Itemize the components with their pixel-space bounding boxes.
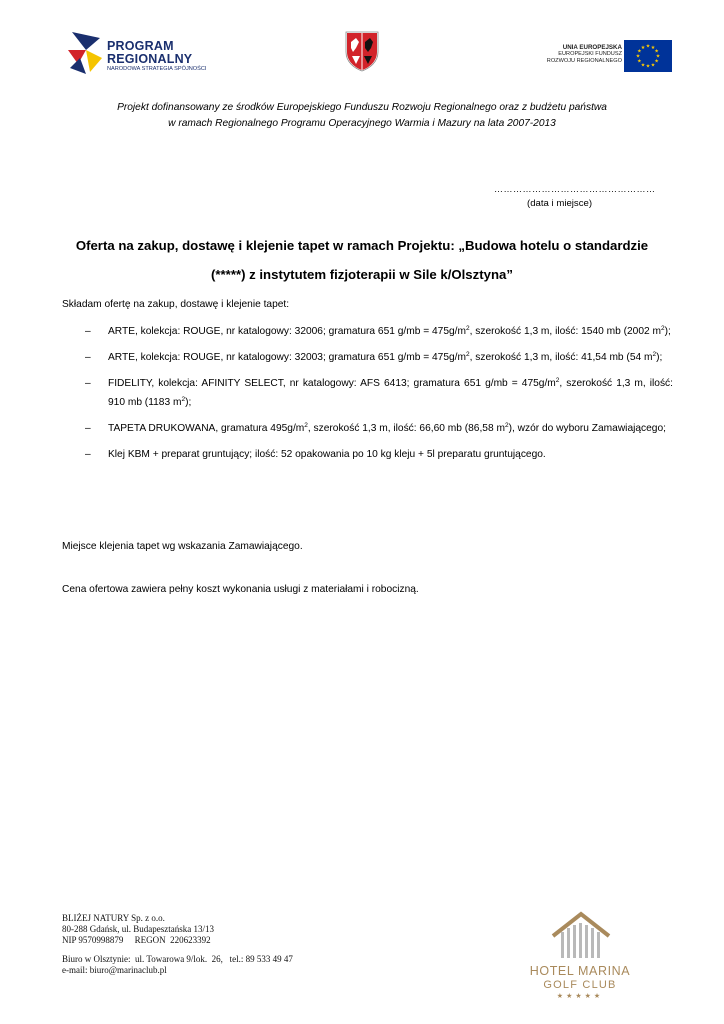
eu-logo-line2: EUROPEJSKI FUNDUSZ [558,51,622,58]
item-text: , szerokość 1,3 m, ilość: 910 mb (1183 m [108,378,673,408]
funding-line-1: Projekt dofinansowany ze środków Europejskiego Funduszu Rozwoju Regionalnego oraz z budżetu państwa [117,102,607,113]
dash-bullet: – [85,378,91,389]
item-text: Klej KBM + preparat gruntujący; ilość: 52 opakowania po 10 kg kleju + 5l preparatu gruntującego. [108,449,546,460]
eu-star-icon: ★ [637,48,642,55]
crest-logo [344,30,380,72]
superscript: 2 [465,351,470,358]
date-place-label: (data i miejsce) [527,198,593,209]
offer-item [85,419,673,438]
footer-office: Biuro w Olsztynie: ul. Towarowa 9/lok. 26, tel.: 89 533 49 47 [62,954,293,964]
eu-logo [534,40,674,72]
item-text: , szerokość 1,3 m, ilość: 41,54 mb (54 m [469,352,653,363]
company-footer [62,913,293,976]
funding-line-2: w ramach Regionalnego Programu Operacyjnego Warmia i Mazury na lata 2007-2013 [168,118,556,129]
item-text: ARTE, kolekcja: ROUGE, nr katalogowy: 32003; gramatura 651 g/mb = 475g/m [108,352,466,363]
superscript: 2 [652,351,657,358]
eu-star-icon: ★ [650,44,656,51]
footer-email: e-mail: biuro@marinaclub.pl [62,965,167,975]
dash-bullet: – [85,449,91,460]
item-text: ); [656,352,663,363]
superscript: 2 [555,377,560,384]
program-regionalny-logo [66,28,246,78]
eu-star-icon: ★ [650,62,656,69]
program-regionalny-emblem-icon [66,28,104,76]
eu-star-icon: ★ [655,53,661,60]
eu-logo-line1: UNIA EUROPEJSKA [562,44,622,51]
hotel-building-icon [506,908,656,964]
footer-ids: NIP 9570998879 REGON 220623392 [62,935,211,945]
item-text: ARTE, kolekcja: ROUGE, nr katalogowy: 32006; gramatura 651 g/mb = 475g/m [108,326,466,337]
price-scope-text: Cena ofertowa zawiera pełny koszt wykonania usługi z materiałami i robocizną. [62,584,419,595]
eu-star-icon: ★ [645,43,651,50]
eu-star-icon: ★ [640,44,646,51]
superscript: 2 [465,325,470,332]
eu-star-icon: ★ [654,48,659,55]
item-text: , szerokość 1,3 m, ilość: 66,60 mb (86,58 m [307,423,505,434]
footer-address: 80-288 Gdańsk, ul. Budapesztańska 13/13 [62,924,214,934]
dash-bullet: – [85,352,91,363]
superscript: 2 [181,396,186,403]
superscript: 2 [304,422,308,429]
footer-company: BLIŻEJ NATURY Sp. z o.o. [62,913,165,923]
hotel-name: HOTEL MARINA [529,964,631,978]
eu-star-icon: ★ [645,63,651,70]
coat-of-arms-icon [344,30,380,72]
eu-star-icon: ★ [637,58,642,65]
title-line-1: Oferta na zakup, dostawę i klejenie tapet w ramach Projektu: „Budowa hotelu o standardzie [75,238,649,253]
dash-bullet: – [85,423,91,434]
hotel-stars: ★★★★★ [556,993,604,1000]
offer-item [85,374,673,412]
item-text: FIDELITY, kolekcja: AFINITY SELECT, nr katalogowy: AFS 6413; gramatura 651 g/mb = 475g/m [108,378,556,389]
item-text: ); [185,397,192,408]
hotel-subtitle: GOLF CLUB [543,979,617,991]
eu-star-icon: ★ [635,53,641,60]
item-text: TAPETA DRUKOWANA, gramatura 495g/m [108,423,305,434]
document-title [52,231,672,289]
hotel-marina-logo [506,908,656,1004]
intro-text: Składam ofertę na zakup, dostawę i klejenie tapet: [62,299,290,310]
offer-items-list [85,322,673,471]
funding-note [40,100,684,132]
offer-item [85,445,673,464]
superscript: 2 [660,325,665,332]
title-line-2: (*****) z instytutem fizjoterapii w Sile k/Olsztyna” [211,267,513,282]
eu-flag-icon [624,40,672,72]
item-text: ), wzór do wyboru Zamawiającego; [508,423,666,434]
eu-star-icon: ★ [640,62,646,69]
program-logo-line3: NARODOWA STRATEGIA SPÓJNOŚCI [107,66,207,72]
program-logo-line1: PROGRAM [107,39,174,53]
offer-item [85,322,673,341]
eu-star-icon: ★ [654,58,659,65]
item-text: ); [664,326,671,337]
eu-logo-line3: ROZWOJU REGIONALNEGO [546,57,622,64]
item-text: , szerokość 1,3 m, ilość: 1540 mb (2002 m [469,326,661,337]
superscript: 2 [504,422,509,429]
offer-item [85,348,673,367]
date-place-line: …………………………………………… [494,184,656,194]
dash-bullet: – [85,326,91,337]
gluing-location-text: Miejsce klejenia tapet wg wskazania Zamawiającego. [62,541,303,552]
program-logo-line2: REGIONALNY [107,52,193,66]
